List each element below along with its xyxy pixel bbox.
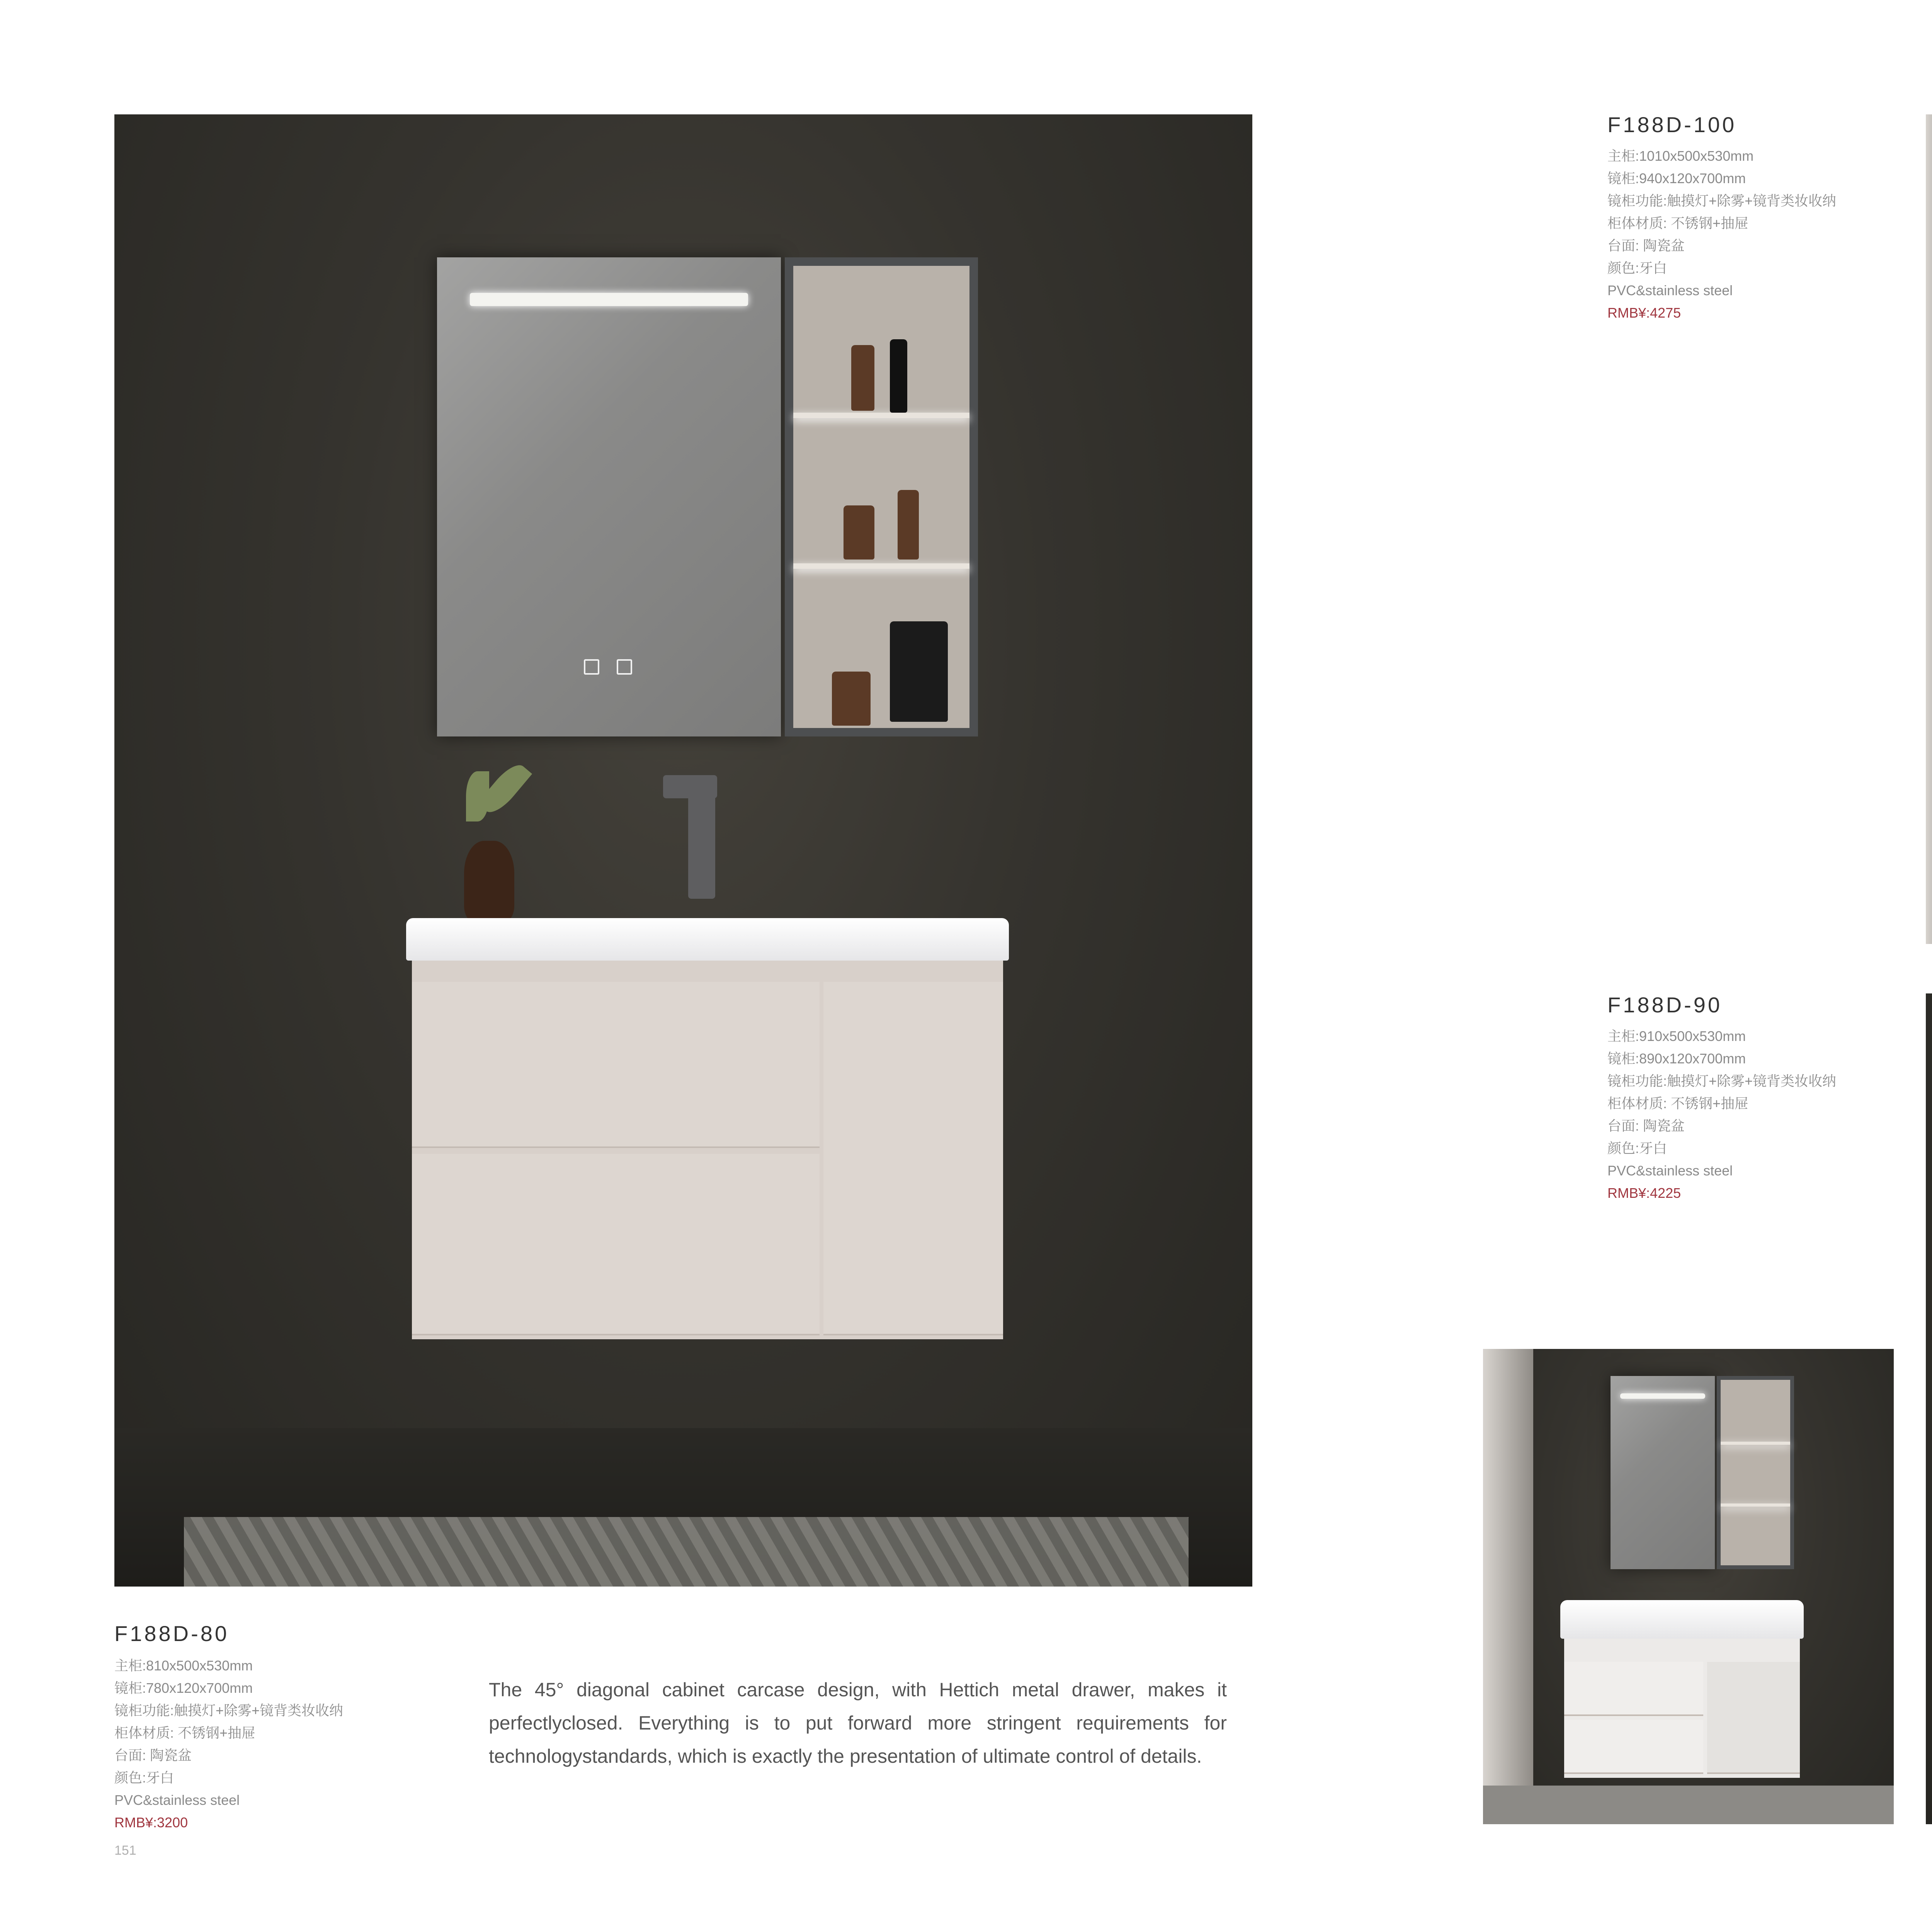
product-photo-f188d-90	[1926, 993, 1932, 1824]
spec-line: 主柜:810x500x530mm	[114, 1658, 253, 1673]
spec-line: 颜色:牙白	[1607, 260, 1667, 276]
spec-line: 镜柜:940x120x700mm	[1607, 170, 1746, 186]
product-photo-f188d-100	[1926, 114, 1932, 944]
spec-line: 主柜:910x500x530mm	[1607, 1028, 1746, 1044]
model-name-f188d-80: F188D-80	[114, 1621, 230, 1646]
open-shelf	[1717, 1376, 1794, 1569]
price: RMB¥:3200	[114, 1815, 188, 1830]
spec-line: 镜柜功能:触摸灯+除雾+镜背类妆收纳	[114, 1702, 344, 1718]
mirror-cabinet	[1611, 1376, 1715, 1569]
spec-line: 台面: 陶瓷盆	[1607, 1118, 1685, 1134]
touch-button	[584, 659, 599, 675]
touch-button	[617, 659, 632, 675]
spec-list-f188d-80	[114, 1655, 343, 1834]
open-shelf	[785, 257, 978, 736]
product-description: The 45° diagonal cabinet carcase design, with Hettich metal drawer, makes it perfectlyclosed. Everything is to put forward more stringent requirements for technologystandards, which is exactly the presentation of ultimate control of details.	[489, 1679, 1227, 1767]
model-name-f188d-90: F188D-90	[1607, 993, 1723, 1017]
spec-line: 镜柜功能:触摸灯+除雾+镜背类妆收纳	[1607, 193, 1837, 209]
price: RMB¥:4275	[1607, 305, 1681, 321]
product-photo-angled	[1483, 1349, 1894, 1824]
spec-line: PVC&stainless steel	[114, 1792, 240, 1808]
spec-line: 镜柜:780x120x700mm	[114, 1680, 253, 1696]
led-light-bar	[470, 293, 748, 306]
product-photo-f188d-80	[114, 114, 1252, 1587]
spec-line: 柜体材质: 不锈钢+抽屉	[1607, 215, 1749, 231]
ceramic-basin	[406, 918, 1009, 961]
vanity-cabinet	[1564, 1639, 1800, 1778]
ceramic-basin	[1560, 1600, 1804, 1639]
spec-line: 颜色:牙白	[114, 1770, 174, 1786]
spec-line: 台面: 陶瓷盆	[114, 1747, 192, 1763]
spec-list-f188d-100	[1607, 145, 1836, 324]
model-name-f188d-100: F188D-100	[1607, 112, 1737, 137]
spec-line: PVC&stainless steel	[1607, 1163, 1733, 1179]
page-number-left: 151	[114, 1843, 136, 1858]
spec-line: 台面: 陶瓷盆	[1607, 238, 1685, 253]
spec-line: PVC&stainless steel	[1607, 282, 1733, 298]
mirror-cabinet	[437, 257, 781, 736]
spec-line: 主柜:1010x500x530mm	[1607, 148, 1754, 164]
led-light-bar	[1620, 1393, 1705, 1399]
vanity-cabinet	[412, 961, 1003, 1339]
spec-list-f188d-90	[1607, 1025, 1836, 1204]
spec-line: 镜柜:890x120x700mm	[1607, 1051, 1746, 1066]
price: RMB¥:4225	[1607, 1185, 1681, 1201]
spec-line: 柜体材质: 不锈钢+抽屉	[114, 1725, 256, 1741]
spec-line: 柜体材质: 不锈钢+抽屉	[1607, 1095, 1749, 1111]
spec-line: 颜色:牙白	[1607, 1140, 1667, 1156]
spec-line: 镜柜功能:触摸灯+除雾+镜背类妆收纳	[1607, 1073, 1837, 1089]
